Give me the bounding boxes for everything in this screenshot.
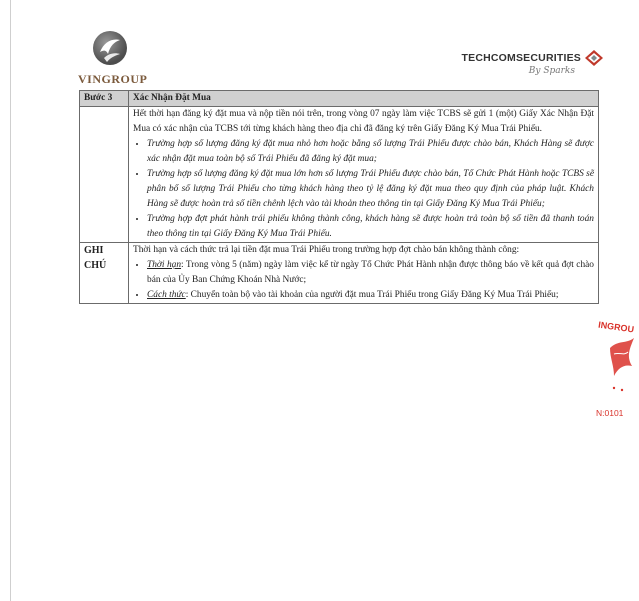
note-label bbox=[80, 243, 129, 304]
note-text: : Trong vòng 5 (năm) ngày làm việc kể từ ngày Tổ Chức Phát Hành nhận được thông báo về kết quả đợt chào bán của Ủy Ban Chứng Khoán Nhà Nước; bbox=[147, 260, 594, 285]
list-item: • Trường hợp đợt phát hành trái phiếu không thành công, khách hàng sẽ được hoàn trả toàn bộ số tiền đã thanh toán theo thông tin tại Giấy Đăng Ký Mua Trái Phiếu. bbox=[147, 212, 594, 242]
list-item bbox=[147, 288, 594, 303]
page-header bbox=[78, 28, 603, 88]
note-label-line1: GHI bbox=[84, 245, 104, 256]
note-row bbox=[80, 243, 599, 304]
note-content bbox=[129, 243, 599, 304]
step-bullet-list bbox=[133, 137, 594, 242]
company-stamp bbox=[596, 318, 639, 428]
step-title: Xác Nhận Đặt Mua bbox=[129, 91, 599, 107]
note-label-line2: CHÚ bbox=[84, 260, 107, 271]
list-item bbox=[147, 258, 594, 288]
note-intro: Thời hạn và cách thức trả lại tiền đặt mua Trái Phiếu trong trường hợp đợt chào bán không thành công: bbox=[133, 245, 520, 255]
note-term: Thời hạn bbox=[147, 260, 182, 270]
table-header-row bbox=[80, 91, 599, 107]
step-intro: Hết thời hạn đăng ký đặt mua và nộp tiền nói trên, trong vòng 07 ngày làm việc TCBS sẽ gửi 1 (một) Giấy Xác Nhận Đặt Mua có xác nhận của TCBS tới từng khách hàng theo địa chỉ đã đăng ký trên Giấy Đăng Ký Mua Trái Phiếu. bbox=[133, 109, 594, 134]
step-content bbox=[129, 107, 599, 243]
tcbs-logo-text: TECHCOMSECURITIES bbox=[461, 52, 581, 64]
step-label: Bước 3 bbox=[80, 91, 129, 107]
note-term: Cách thức bbox=[147, 290, 186, 300]
stamp-text-top: INGROU bbox=[597, 319, 635, 335]
tcbs-logo bbox=[462, 52, 604, 76]
tcbs-signature: By Sparks bbox=[528, 66, 575, 76]
note-list bbox=[133, 258, 594, 303]
vingroup-logo-text: VINGROUP bbox=[78, 72, 148, 86]
list-item: • Trường hợp số lượng đăng ký đặt mua nhỏ hơn hoặc bằng số lượng Trái Phiếu được chào bán, Khách Hàng sẽ được xác nhận đặt mua toàn bộ số Trái Phiếu đã đăng ký đặt mua; bbox=[147, 137, 594, 167]
stamp-text-bottom: N:0101 bbox=[596, 408, 624, 418]
empty-cell bbox=[80, 107, 129, 243]
note-text: : Chuyển toàn bộ vào tài khoản của người đặt mua Trái Phiếu trong Giấy Đăng Ký Mua Trái Phiếu; bbox=[185, 290, 559, 300]
tcbs-diamond-icon bbox=[585, 50, 603, 66]
step-content-row bbox=[80, 107, 599, 243]
subscription-table bbox=[79, 90, 599, 304]
page-edge bbox=[10, 0, 11, 601]
list-item: • Trường hợp số lượng đăng ký đặt mua lớn hơn số lượng Trái Phiếu được chào bán, Tổ Chức Phát Hành hoặc TCBS sẽ phân bổ số lượng Trái Phiếu cho từng khách hàng theo tỷ lệ đăng ký đặt mua theo quy định của pháp luật. Khách Hàng sẽ được hoàn trả số tiền chênh lệch vào tài khoản theo thông tin tại Giấy Đăng Ký Mua Trái Phiếu; bbox=[147, 167, 594, 212]
